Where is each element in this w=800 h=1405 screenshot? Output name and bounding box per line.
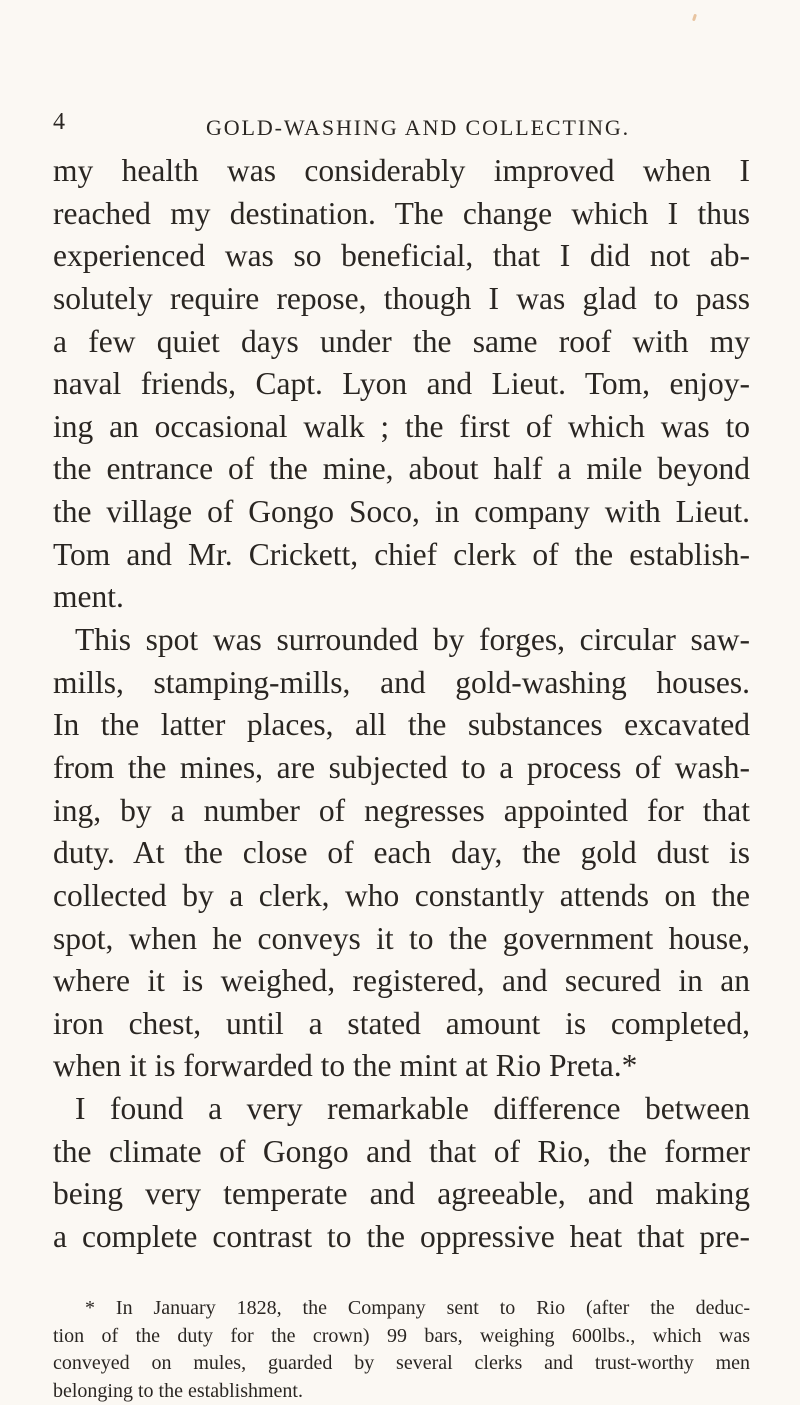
text-line: when it is forwarded to the mint at Rio Preta.* <box>53 1045 750 1088</box>
text-line: spot, when he conveys it to the government house, <box>53 918 750 961</box>
text-line: In the latter places, all the substances excavated <box>53 704 750 747</box>
text-line: ing, by a number of negresses appointed for that <box>53 790 750 833</box>
text-line: naval friends, Capt. Lyon and Lieut. Tom, enjoy- <box>53 363 750 406</box>
text-line: I found a very remarkable difference between <box>53 1088 750 1131</box>
text-line: my health was considerably improved when I <box>53 150 750 193</box>
text-line: ing an occasional walk ; the first of which was to <box>53 406 750 449</box>
footnote-line: * In January 1828, the Company sent to Rio (after the deduc- <box>53 1295 750 1323</box>
text-line: a few quiet days under the same roof with my <box>53 321 750 364</box>
page-number: 4 <box>53 108 65 136</box>
body-text <box>53 150 750 1259</box>
text-line: being very temperate and agreeable, and making <box>53 1173 750 1216</box>
footnote-line: belonging to the establishment. <box>53 1378 750 1405</box>
footnote-line: tion of the duty for the crown) 99 bars, weighing 600lbs., which was <box>53 1323 750 1351</box>
text-line: solutely require repose, though I was glad to pass <box>53 278 750 321</box>
text-line: the climate of Gongo and that of Rio, the former <box>53 1131 750 1174</box>
text-line: the entrance of the mine, about half a mile beyond <box>53 448 750 491</box>
text-line: collected by a clerk, who constantly attends on the <box>53 875 750 918</box>
text-line: ment. <box>53 576 750 619</box>
running-head: GOLD-WASHING AND COLLECTING. <box>53 114 753 142</box>
page-header <box>53 108 753 144</box>
text-line: the village of Gongo Soco, in company with Lieut. <box>53 491 750 534</box>
text-line: from the mines, are subjected to a process of wash- <box>53 747 750 790</box>
text-line: duty. At the close of each day, the gold dust is <box>53 832 750 875</box>
footnote-line: conveyed on mules, guarded by several clerks and trust-worthy men <box>53 1350 750 1378</box>
text-line: where it is weighed, registered, and secured in an <box>53 960 750 1003</box>
text-line: experienced was so beneficial, that I did not ab- <box>53 235 750 278</box>
text-line: This spot was surrounded by forges, circular saw- <box>53 619 750 662</box>
text-line: a complete contrast to the oppressive heat that pre- <box>53 1216 750 1259</box>
text-line: mills, stamping-mills, and gold-washing houses. <box>53 662 750 705</box>
paper-speck <box>692 14 697 22</box>
footnote <box>53 1295 750 1405</box>
text-line: reached my destination. The change which I thus <box>53 193 750 236</box>
text-line: iron chest, until a stated amount is completed, <box>53 1003 750 1046</box>
text-line: Tom and Mr. Crickett, chief clerk of the establish- <box>53 534 750 577</box>
